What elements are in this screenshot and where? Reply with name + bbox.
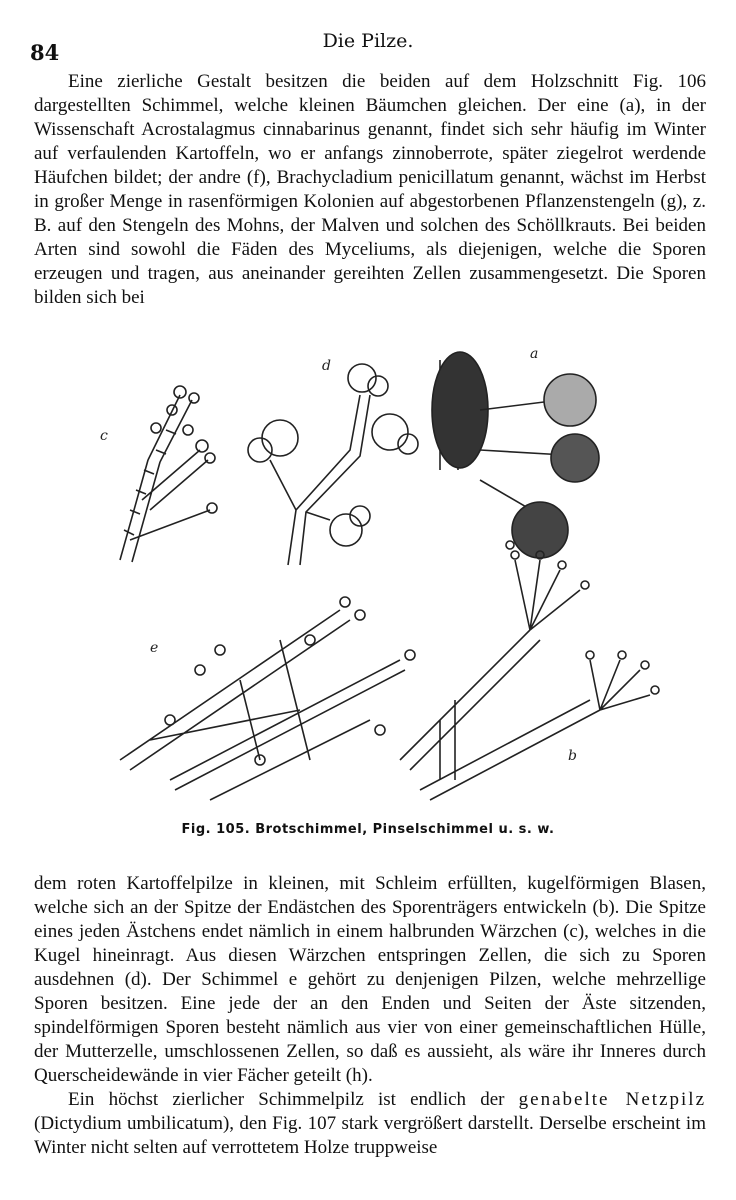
running-title: Die Pilze. — [322, 30, 414, 52]
label-c: c — [100, 428, 108, 444]
label-a: a — [530, 346, 539, 362]
drawing-d — [248, 364, 418, 565]
label-d: d — [322, 358, 331, 374]
paragraph-1-start: Eine zierliche Gestalt besitzen die beiden auf dem Holzschnitt Fig. 106 dargestellten Schimmel, welche kleinen Bäumchen gleichen. Der eine (a), in der Wissenschaft Acrostalagmus cinnabarinus genannt, findet sich sehr häufig im Winter auf verfaulenden Kartoffeln, wo er anfangs zinnoberrote, später ziegelrot werdende Häufchen bildet; der andre (f), Brachycladium penicillatum genannt, wächst im Herbst in großer Menge in rasenförmigen Kolonien auf abgestorbenen Pflanzenstengeln (g), z. B. auf den Stengeln des Mohns, der Malven und solchen des Schöllkrauts. Bei beiden Arten sind sowohl die Fäden des Myceliums, als diejenigen, welche die Sporen erzeugen und tragen, aus aneinander gereihten Zellen zusammengesetzt. Die Sporen bilden sich bei — [34, 71, 706, 308]
mold-illustration — [60, 340, 720, 810]
drawing-a — [432, 352, 599, 558]
drawing-b — [400, 541, 659, 800]
drawing-e — [120, 597, 415, 800]
figure-illustration — [60, 340, 720, 810]
species-name-spaced: genabelte Netzpilz — [518, 1089, 707, 1110]
page-number: 84 — [30, 40, 60, 65]
label-b: b — [568, 748, 577, 764]
paragraph-2 — [34, 1088, 706, 1160]
label-e: e — [150, 640, 159, 656]
paragraph-1-continued: dem roten Kartoffelpilze in kleinen, mit Schleim erfüllten, kugelförmigen Blasen, welche sich an der Spitze der Endästchen des Sporenträgers entwickeln (b). Die Spitze eines jeden Ästchens endet nämlich in einem halbrunden Wärzchen (c), welches in die Kugel hineinragt. Aus diesen Wärzchen entspringen Zellen, die sich zu Sporen ausdehnen (d). Der Schimmel e gehört zu denjenigen Pilzen, welche mehrzellige Sporen besitzen. Eine jede der an den Enden und Seiten der Äste sitzenden, spindelförmigen Sporen besteht nämlich aus vier von einer gemeinschaftlichen Hülle, der Mutterzelle, umschlossenen Zellen, so daß es aussieht, als wäre ihr Inneres durch Querscheidewände in vier Fächer geteilt (h). — [34, 873, 706, 1086]
text-block-top — [34, 70, 706, 310]
figure-caption: Fig. 105. Brotschimmel, Pinselschimmel u. s. w. — [181, 822, 555, 837]
drawing-c — [120, 386, 217, 562]
text-block-bottom — [34, 872, 706, 1160]
paragraph-2-rest: (Dictydium umbilicatum), den Fig. 107 stark vergrößert darstellt. Derselbe erscheint im Winter nicht selten auf verrottetem Holze truppweise — [34, 1113, 706, 1158]
paragraph-2-start: Ein höchst zierlicher Schimmelpilz ist endlich der — [68, 1089, 505, 1110]
